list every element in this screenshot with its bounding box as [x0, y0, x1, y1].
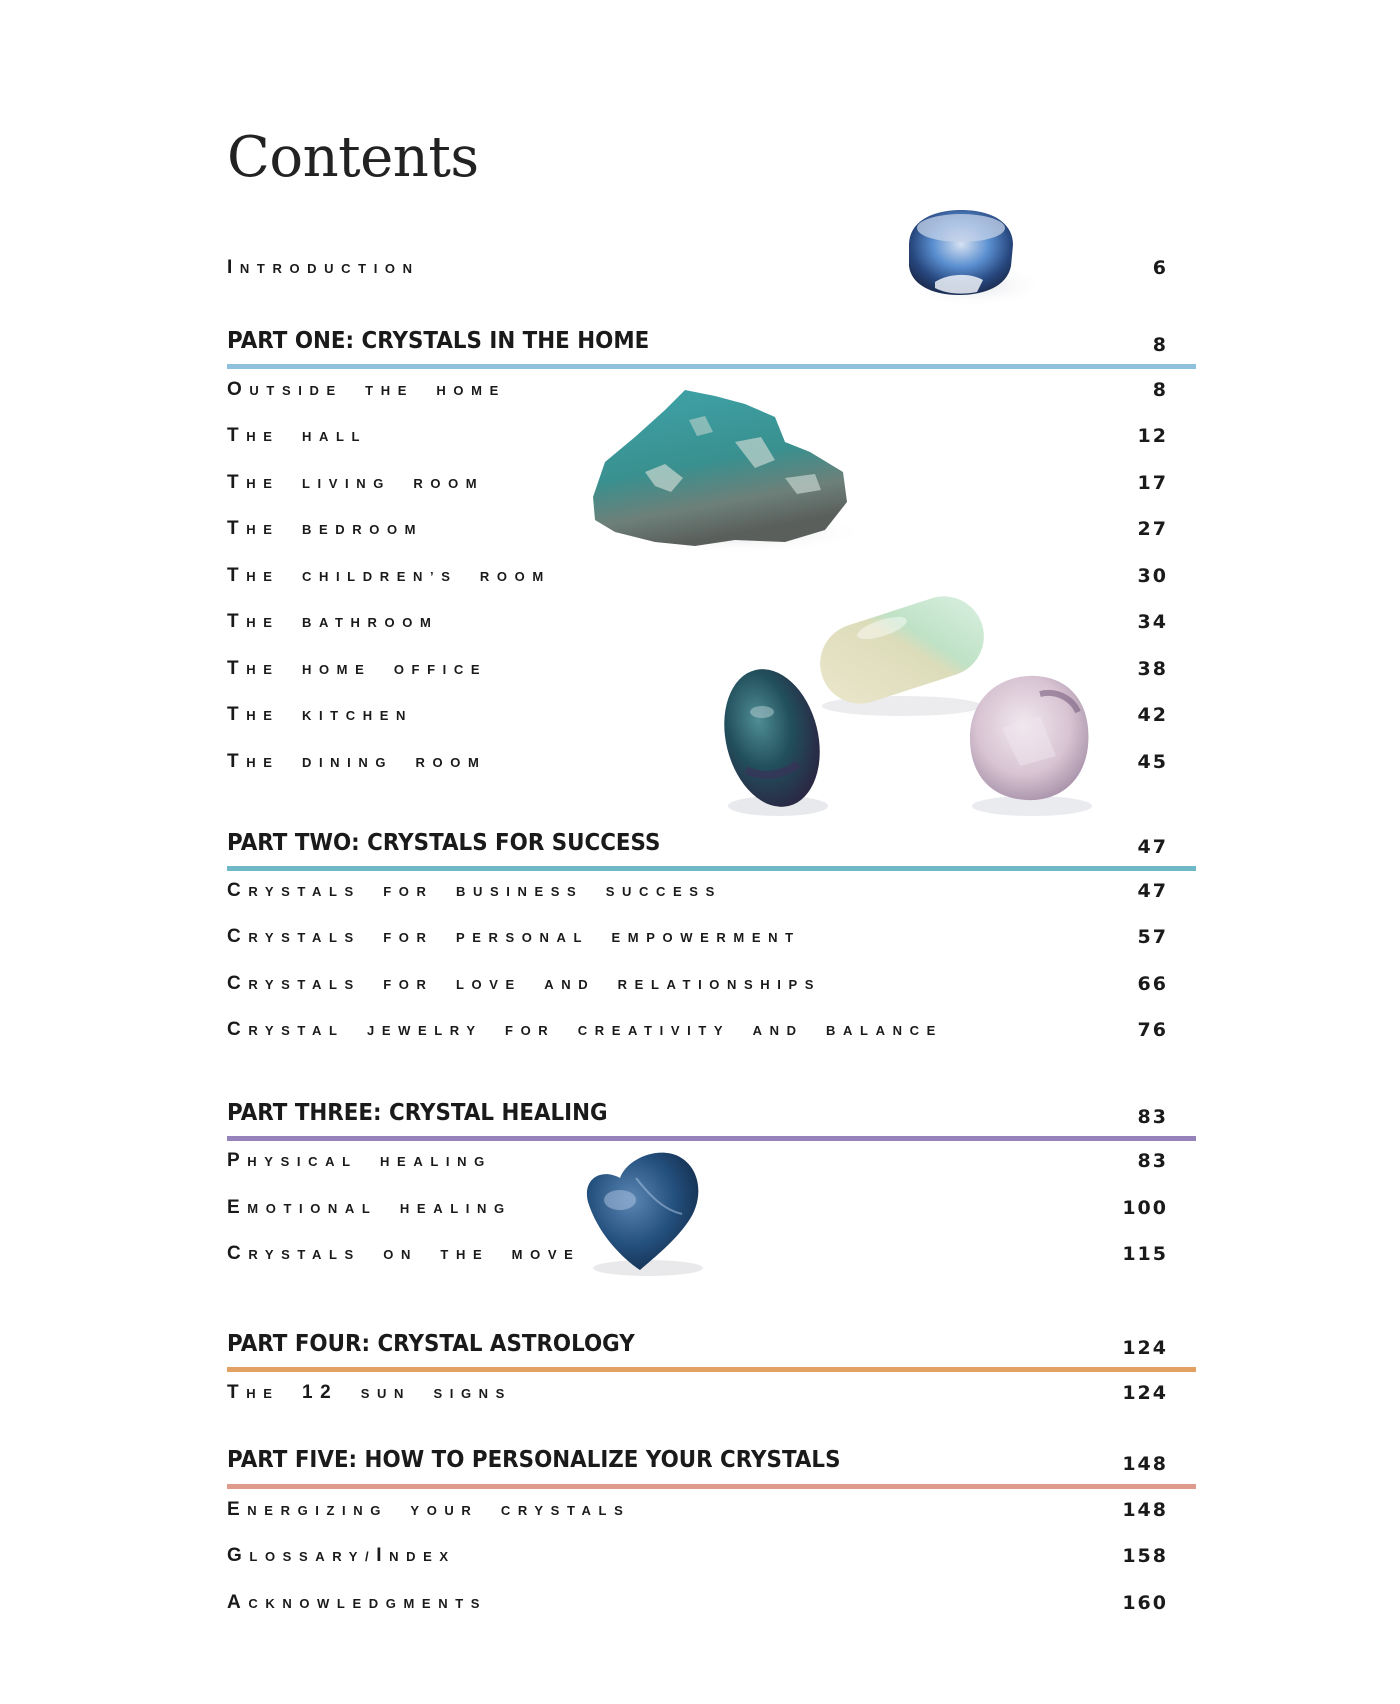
- part-five-rule: [227, 1484, 1196, 1489]
- page-title: Contents: [227, 125, 479, 190]
- toc-entry-label: CRYSTALS FOR BUSINESS SUCCESS: [227, 880, 722, 901]
- toc-entry-label: OUTSIDE THE HOME: [227, 379, 506, 400]
- toc-entry[interactable]: [227, 1543, 1168, 1569]
- part-page-number: 148: [1122, 1453, 1168, 1475]
- toc-entry[interactable]: [227, 609, 1168, 635]
- toc-entry-introduction[interactable]: [227, 255, 1168, 281]
- toc-entry[interactable]: [227, 878, 1168, 904]
- part-five-heading[interactable]: [227, 1444, 1168, 1476]
- part-one-rule: [227, 364, 1196, 369]
- toc-entry[interactable]: [227, 749, 1168, 775]
- toc-entry-label: INTRODUCTION: [227, 257, 420, 278]
- part-heading-text: PART FOUR: CRYSTAL ASTROLOGY: [227, 1331, 635, 1357]
- toc-entry-label: CRYSTALS ON THE MOVE: [227, 1243, 581, 1264]
- toc-page-number: 115: [1122, 1243, 1168, 1265]
- part-four-rule: [227, 1367, 1196, 1372]
- toc-entry[interactable]: [227, 377, 1168, 403]
- toc-entry[interactable]: [227, 656, 1168, 682]
- toc-entry[interactable]: [227, 1590, 1168, 1616]
- toc-entry-label: THE BATHROOM: [227, 611, 439, 632]
- toc-entry[interactable]: [227, 563, 1168, 589]
- toc-entry-label: THE LIVING ROOM: [227, 472, 485, 493]
- part-one-heading[interactable]: [227, 325, 1168, 357]
- toc-page-number: 38: [1137, 658, 1168, 680]
- toc-page-number: 148: [1122, 1499, 1168, 1521]
- toc-entry-label: GLOSSARY/INDEX: [227, 1545, 456, 1566]
- toc-page-number: 45: [1137, 751, 1168, 773]
- part-page-number: 47: [1137, 836, 1168, 858]
- toc-entry-label: THE HALL: [227, 425, 368, 446]
- toc-page-number: 8: [1152, 379, 1168, 401]
- toc-entry-label: CRYSTALS FOR PERSONAL EMPOWERMENT: [227, 926, 801, 947]
- part-heading-text: PART ONE: CRYSTALS IN THE HOME: [227, 328, 650, 354]
- toc-page-number: 83: [1137, 1150, 1168, 1172]
- toc-entry-label: THE CHILDREN’S ROOM: [227, 565, 551, 586]
- part-two-rule: [227, 866, 1196, 871]
- toc-entry[interactable]: [227, 1195, 1168, 1221]
- toc-entry-label: THE KITCHEN: [227, 704, 413, 725]
- toc-page-number: 66: [1137, 973, 1168, 995]
- toc-entry[interactable]: [227, 516, 1168, 542]
- toc-page-number: 12: [1137, 425, 1168, 447]
- part-page-number: 124: [1122, 1337, 1168, 1359]
- toc-entry[interactable]: [227, 971, 1168, 997]
- lilac-fluorite-tumble-image: [960, 668, 1100, 818]
- toc-page-number: 100: [1122, 1197, 1168, 1219]
- toc-entry[interactable]: [227, 924, 1168, 950]
- part-page-number: 83: [1137, 1106, 1168, 1128]
- toc-page-number: 124: [1122, 1382, 1168, 1404]
- part-heading-text: PART TWO: CRYSTALS FOR SUCCESS: [227, 830, 661, 856]
- toc-page-number: 57: [1137, 926, 1168, 948]
- toc-page-number: 6: [1152, 257, 1168, 279]
- toc-entry[interactable]: [227, 1241, 1168, 1267]
- toc-entry-label: EMOTIONAL HEALING: [227, 1197, 512, 1218]
- toc-page-number: 34: [1137, 611, 1168, 633]
- toc-entry[interactable]: [227, 1380, 1168, 1406]
- toc-entry-label: ACKNOWLEDGMENTS: [227, 1592, 488, 1613]
- toc-entry-label: CRYSTALS FOR LOVE AND RELATIONSHIPS: [227, 973, 822, 994]
- toc-entry[interactable]: [227, 1017, 1168, 1043]
- toc-page-number: 76: [1137, 1019, 1168, 1041]
- toc-entry-label: PHYSICAL HEALING: [227, 1150, 492, 1171]
- toc-page-number: 17: [1137, 472, 1168, 494]
- part-heading-text: PART FIVE: HOW TO PERSONALIZE YOUR CRYSTALS: [227, 1447, 841, 1473]
- toc-entry-label: THE DINING ROOM: [227, 751, 487, 772]
- toc-entry[interactable]: [227, 1148, 1168, 1174]
- toc-entry-label: THE 12 SUN SIGNS: [227, 1382, 512, 1403]
- toc-entry[interactable]: [227, 423, 1168, 449]
- toc-page-number: 42: [1137, 704, 1168, 726]
- part-three-heading[interactable]: [227, 1097, 1168, 1129]
- part-page-number: 8: [1152, 334, 1168, 356]
- toc-page-number: 27: [1137, 518, 1168, 540]
- toc-entry[interactable]: [227, 1497, 1168, 1523]
- part-three-rule: [227, 1136, 1196, 1141]
- part-two-heading[interactable]: [227, 827, 1168, 859]
- toc-page-number: 160: [1122, 1592, 1168, 1614]
- part-heading-text: PART THREE: CRYSTAL HEALING: [227, 1100, 608, 1126]
- toc-entry-label: ENERGIZING YOUR CRYSTALS: [227, 1499, 631, 1520]
- toc-entry-label: CRYSTAL JEWELRY FOR CREATIVITY AND BALANCE: [227, 1019, 943, 1040]
- toc-entry[interactable]: [227, 702, 1168, 728]
- toc-page-number: 30: [1137, 565, 1168, 587]
- toc-entry[interactable]: [227, 470, 1168, 496]
- toc-page-number: 47: [1137, 880, 1168, 902]
- part-four-heading[interactable]: [227, 1328, 1168, 1360]
- toc-entry-label: THE HOME OFFICE: [227, 658, 488, 679]
- toc-page-number: 158: [1122, 1545, 1168, 1567]
- toc-entry-label: THE BEDROOM: [227, 518, 424, 539]
